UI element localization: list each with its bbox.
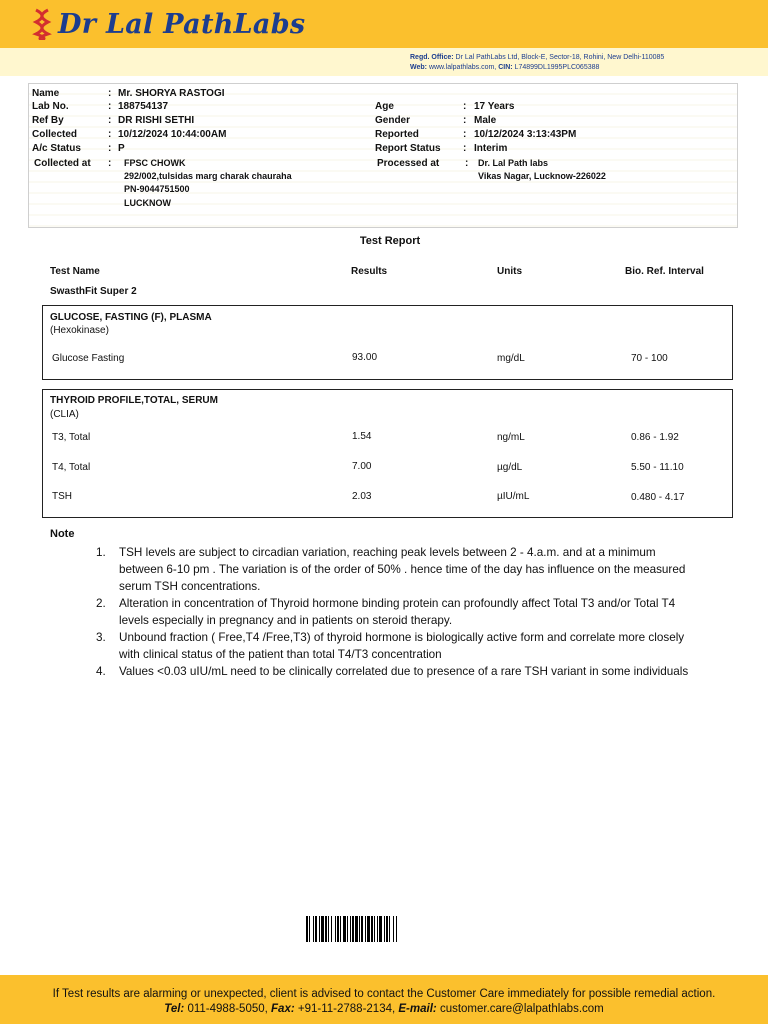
barcode bbox=[306, 916, 472, 942]
report-status-label: Report Status bbox=[375, 143, 441, 154]
ac-status-value: P bbox=[118, 143, 125, 154]
cin-number: L74899DL1995PLC065388 bbox=[514, 64, 600, 71]
note-number: 2. bbox=[96, 597, 106, 610]
col-ref-interval: Bio. Ref. Interval bbox=[625, 266, 704, 277]
gender-colon: : bbox=[463, 115, 467, 126]
report-title: Test Report bbox=[359, 235, 421, 247]
office-info bbox=[410, 53, 664, 73]
collected-at-label: Collected at bbox=[34, 158, 91, 169]
reported-label: Reported bbox=[375, 129, 419, 140]
note-item bbox=[96, 595, 696, 629]
ref-colon: : bbox=[108, 115, 112, 126]
brand-name: Dr Lal PathLabs bbox=[58, 8, 306, 40]
tel-label: Tel: bbox=[164, 1003, 185, 1015]
processed-at-line: Dr. Lal Path labs bbox=[478, 158, 549, 168]
note-number: 4. bbox=[96, 665, 106, 678]
ac-status-label: A/c Status bbox=[32, 143, 81, 154]
test-name: T4, Total bbox=[52, 462, 91, 473]
note-text: Alteration in concentration of Thyroid hormone binding protein can profoundly affect Total T3 and/or Total T4 levels especially in pregnancy and in patients on steroid therapy. bbox=[119, 597, 676, 627]
note-item bbox=[96, 629, 696, 663]
dna-helix-icon bbox=[32, 8, 52, 40]
collected-at-line: PN-9044751500 bbox=[124, 184, 190, 194]
email-label: E-mail: bbox=[398, 1003, 437, 1015]
glucose-title: GLUCOSE, FASTING (F), PLASMA bbox=[50, 312, 212, 323]
test-name: Glucose Fasting bbox=[52, 353, 125, 364]
collected-at-line: LUCKNOW bbox=[124, 198, 171, 208]
test-result: 2.03 bbox=[352, 491, 372, 502]
note-text: Unbound fraction ( Free,T4 /Free,T3) of thyroid hormone is biologically active form and correlate more closely with clinical status of the patient than total T4/T3 concentration bbox=[119, 631, 685, 661]
collected-value: 10/12/2024 10:44:00AM bbox=[118, 129, 227, 140]
name-colon: : bbox=[108, 88, 112, 99]
test-unit: µIU/mL bbox=[497, 491, 530, 502]
glucose-method: (Hexokinase) bbox=[50, 325, 109, 336]
note-number: 3. bbox=[96, 631, 106, 644]
test-name: T3, Total bbox=[52, 432, 91, 443]
barcode-bar bbox=[397, 916, 398, 942]
note-list bbox=[96, 544, 696, 680]
lab-value: 188754137 bbox=[118, 101, 169, 112]
note-number: 1. bbox=[96, 546, 106, 559]
col-test-name: Test Name bbox=[50, 266, 100, 277]
thyroid-section bbox=[42, 389, 733, 518]
web-url: www.lalpathlabs.com, bbox=[428, 64, 497, 71]
note-text: Values <0.03 uIU/mL need to be clinically correlated due to presence of a rare TSH variant in some individuals bbox=[119, 665, 689, 678]
col-results: Results bbox=[351, 266, 388, 277]
test-unit: ng/mL bbox=[497, 432, 525, 443]
name-value: Mr. SHORYA RASTOGI bbox=[118, 88, 225, 99]
collected-label: Collected bbox=[32, 129, 78, 140]
tel-number: 011-4988-5050, bbox=[187, 1003, 268, 1015]
test-unit: mg/dL bbox=[497, 353, 525, 364]
note-item bbox=[96, 544, 696, 595]
ref-value: DR RISHI SETHI bbox=[118, 115, 195, 126]
footer-band bbox=[0, 975, 768, 1024]
processed-at-colon: : bbox=[465, 158, 469, 169]
office-address: Dr Lal PathLabs Ltd, Block-E, Sector-18, Rohini, New Delhi-110085 bbox=[455, 54, 665, 61]
collected-at-line: FPSC CHOWK bbox=[124, 158, 186, 168]
test-unit: µg/dL bbox=[497, 462, 523, 473]
collected-at-line: 292/002,tulsidas marg charak chauraha bbox=[124, 171, 292, 181]
test-result: 1.54 bbox=[352, 431, 372, 442]
age-label: Age bbox=[375, 101, 394, 112]
reported-value: 10/12/2024 3:13:43PM bbox=[474, 129, 577, 140]
age-value: 17 Years bbox=[474, 101, 515, 112]
reported-colon: : bbox=[463, 129, 467, 140]
processed-at-line: Vikas Nagar, Lucknow-226022 bbox=[478, 171, 606, 181]
test-ref-interval: 0.480 - 4.17 bbox=[631, 492, 685, 503]
test-result: 93.00 bbox=[352, 352, 378, 363]
email-address: customer.care@lalpathlabs.com bbox=[439, 1003, 604, 1015]
note-item bbox=[96, 663, 696, 680]
thyroid-title: THYROID PROFILE,TOTAL, SERUM bbox=[50, 395, 218, 406]
test-ref-interval: 70 - 100 bbox=[631, 353, 668, 364]
gender-label: Gender bbox=[375, 115, 411, 126]
name-label: Name bbox=[32, 88, 60, 99]
office-label: Regd. Office: bbox=[410, 54, 454, 61]
lab-colon: : bbox=[108, 101, 112, 112]
test-ref-interval: 0.86 - 1.92 bbox=[631, 432, 679, 443]
collected-colon: : bbox=[108, 129, 112, 140]
thyroid-method: (CLIA) bbox=[50, 409, 79, 420]
ref-label: Ref By bbox=[32, 115, 64, 126]
web-label: Web: bbox=[410, 64, 427, 71]
lab-label: Lab No. bbox=[32, 101, 69, 112]
cin-label: CIN: bbox=[498, 64, 513, 71]
collected-at-colon: : bbox=[108, 158, 112, 169]
note-text: TSH levels are subject to circadian variation, reaching peak levels between 2 - 4.a.m. and at a minimum between 6-10 pm . The variation is of the order of 50% . hence time of the day has influence on the measured serum TSH concentrations. bbox=[119, 546, 686, 593]
report-status-colon: : bbox=[463, 143, 467, 154]
test-result: 7.00 bbox=[352, 461, 372, 472]
col-units: Units bbox=[497, 266, 522, 277]
brand-logo bbox=[32, 8, 305, 40]
age-colon: : bbox=[463, 101, 467, 112]
report-status-value: Interim bbox=[474, 143, 508, 154]
ac-status-colon: : bbox=[108, 143, 112, 154]
package-name: SwasthFit Super 2 bbox=[50, 286, 137, 297]
fax-number: +91-11-2788-2134, bbox=[297, 1003, 396, 1015]
footer-disclaimer: If Test results are alarming or unexpected, client is advised to contact the Customer Care immediately for possible remedial action. bbox=[52, 988, 716, 1000]
test-ref-interval: 5.50 - 11.10 bbox=[631, 462, 684, 473]
test-name: TSH bbox=[52, 491, 72, 502]
gender-value: Male bbox=[474, 115, 497, 126]
footer-contact bbox=[0, 1003, 768, 1015]
note-heading: Note bbox=[50, 528, 75, 540]
processed-at-label: Processed at bbox=[377, 158, 440, 169]
glucose-section bbox=[42, 305, 733, 380]
fax-label: Fax: bbox=[271, 1003, 295, 1015]
